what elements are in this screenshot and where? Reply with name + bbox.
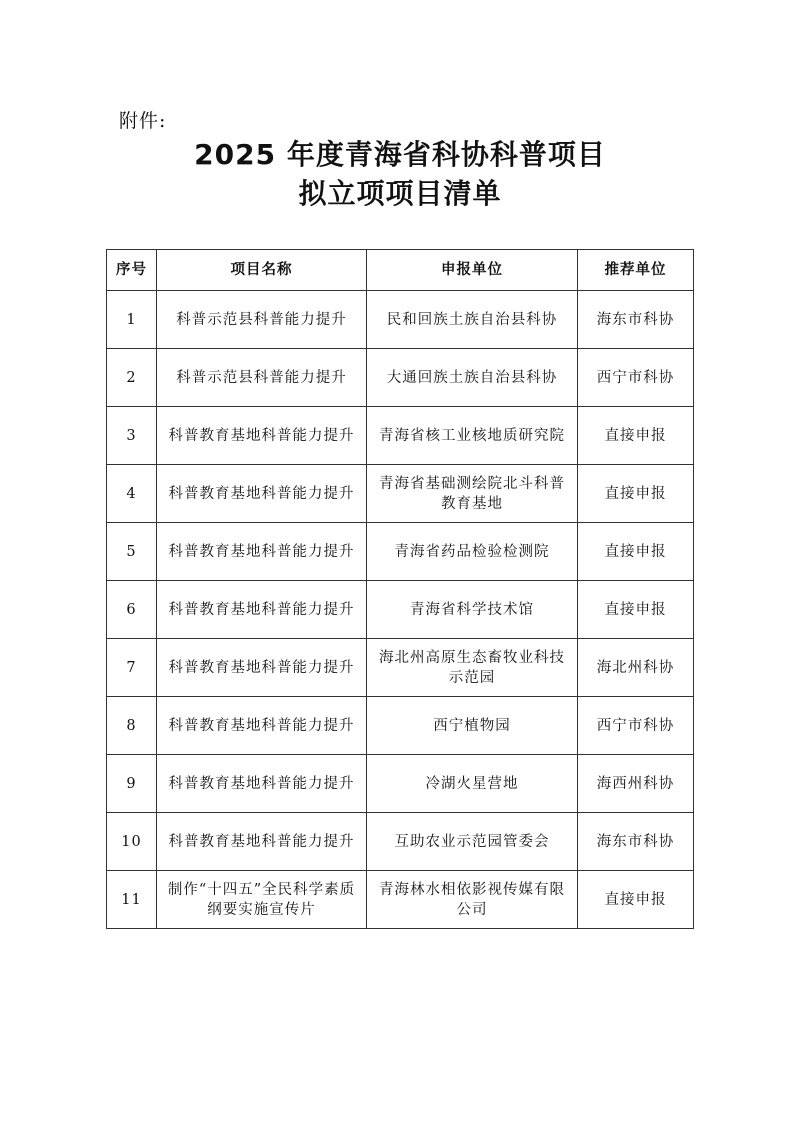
table-row: [107, 349, 694, 407]
cell-recommending-unit: 西宁市科协: [578, 697, 694, 755]
cell-applicant-unit: 青海省科学技术馆: [367, 581, 578, 639]
header-recommending-unit: 推荐单位: [578, 250, 694, 291]
cell-applicant-unit: 民和回族土族自治县科协: [367, 291, 578, 349]
cell-applicant-unit: 青海林水相依影视传媒有限公司: [367, 871, 578, 929]
cell-applicant-unit: 大通回族土族自治县科协: [367, 349, 578, 407]
table-row: [107, 639, 694, 697]
cell-project-name: 科普教育基地科普能力提升: [157, 465, 367, 523]
cell-recommending-unit: 直接申报: [578, 465, 694, 523]
cell-recommending-unit: 海东市科协: [578, 813, 694, 871]
header-applicant-unit: 申报单位: [367, 250, 578, 291]
table-header-row: [107, 250, 694, 291]
table-row: [107, 291, 694, 349]
cell-serial-number: 6: [107, 581, 157, 639]
cell-serial-number: 4: [107, 465, 157, 523]
table-row: [107, 697, 694, 755]
table-row: [107, 465, 694, 523]
table-row: [107, 871, 694, 929]
cell-recommending-unit: 直接申报: [578, 523, 694, 581]
document-title-line-1: 2025 年度青海省科协科普项目: [194, 138, 606, 171]
cell-serial-number: 11: [107, 871, 157, 929]
cell-project-name: 科普教育基地科普能力提升: [157, 755, 367, 813]
table-row: [107, 523, 694, 581]
cell-project-name: 制作“十四五”全民科学素质纲要实施宣传片: [157, 871, 367, 929]
cell-serial-number: 5: [107, 523, 157, 581]
cell-project-name: 科普教育基地科普能力提升: [157, 407, 367, 465]
cell-applicant-unit: 青海省药品检验检测院: [367, 523, 578, 581]
table-row: [107, 755, 694, 813]
cell-serial-number: 3: [107, 407, 157, 465]
cell-recommending-unit: 海东市科协: [578, 291, 694, 349]
cell-project-name: 科普教育基地科普能力提升: [157, 639, 367, 697]
cell-project-name: 科普示范县科普能力提升: [157, 291, 367, 349]
cell-project-name: 科普示范县科普能力提升: [157, 349, 367, 407]
cell-project-name: 科普教育基地科普能力提升: [157, 523, 367, 581]
cell-recommending-unit: 西宁市科协: [578, 349, 694, 407]
project-list-table: [106, 249, 694, 929]
cell-recommending-unit: 直接申报: [578, 581, 694, 639]
table-row: [107, 813, 694, 871]
cell-applicant-unit: 海北州高原生态畜牧业科技示范园: [367, 639, 578, 697]
cell-recommending-unit: 海北州科协: [578, 639, 694, 697]
document-title-line-2: 拟立项项目清单: [298, 177, 502, 210]
cell-serial-number: 8: [107, 697, 157, 755]
cell-recommending-unit: 直接申报: [578, 871, 694, 929]
table-row: [107, 581, 694, 639]
cell-applicant-unit: 青海省基础测绘院北斗科普教育基地: [367, 465, 578, 523]
table-row: [107, 407, 694, 465]
cell-project-name: 科普教育基地科普能力提升: [157, 813, 367, 871]
cell-applicant-unit: 冷湖火星营地: [367, 755, 578, 813]
table-header: [107, 250, 694, 291]
cell-serial-number: 7: [107, 639, 157, 697]
cell-recommending-unit: 直接申报: [578, 407, 694, 465]
header-serial-number: 序号: [107, 250, 157, 291]
cell-applicant-unit: 青海省核工业核地质研究院: [367, 407, 578, 465]
cell-serial-number: 10: [107, 813, 157, 871]
cell-project-name: 科普教育基地科普能力提升: [157, 581, 367, 639]
table-body: [107, 291, 694, 929]
cell-applicant-unit: 西宁植物园: [367, 697, 578, 755]
header-project-name: 项目名称: [157, 250, 367, 291]
cell-recommending-unit: 海西州科协: [578, 755, 694, 813]
cell-serial-number: 2: [107, 349, 157, 407]
attachment-label: 附件:: [119, 110, 167, 132]
cell-serial-number: 1: [107, 291, 157, 349]
cell-project-name: 科普教育基地科普能力提升: [157, 697, 367, 755]
cell-serial-number: 9: [107, 755, 157, 813]
cell-applicant-unit: 互助农业示范园管委会: [367, 813, 578, 871]
